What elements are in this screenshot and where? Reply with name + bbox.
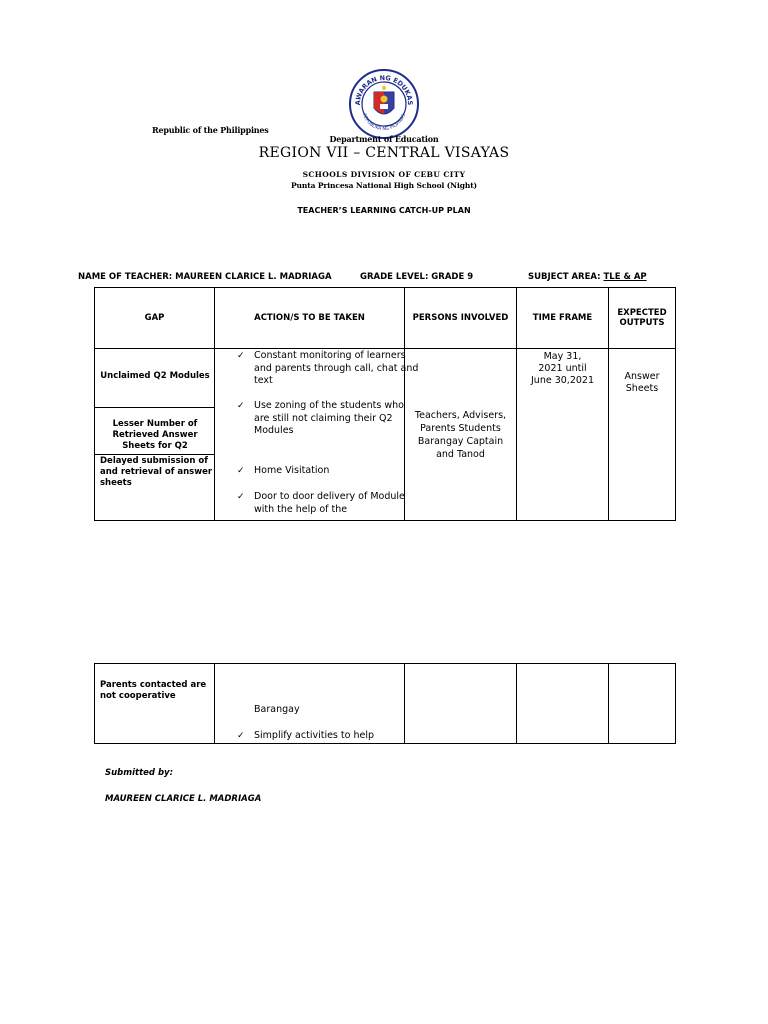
submitter-name: MAUREEN CLARICE L. MADRIAGA [105,794,262,804]
gap-divider [95,454,215,455]
action-item: ✓ Use zoning of the students who are still not claiming their Q2 Modules [237,400,404,436]
check-icon: ✓ [237,351,245,361]
time-frame: May 31, 2021 until June 30,2021 [517,349,609,521]
actions-cell [215,664,405,744]
actions-cell [215,349,419,521]
subject-value: TLE & AP [603,272,647,282]
check-icon: ✓ [237,466,245,476]
check-icon: ✓ [237,731,245,741]
action-item: ✓ Home Visitation [237,465,330,476]
school-name: Punta Princesa National High School (Night) [290,181,478,190]
persons-involved [405,664,517,744]
catch-up-plan-table [94,287,676,521]
header-gap: GAP [95,288,215,349]
persons-involved: Teachers, Advisers, Parents Students Barangay Captain and Tanod [405,349,517,521]
table-header-row [95,288,676,349]
header-outputs: EXPECTED OUTPUTS [609,288,676,349]
grade-level: GRADE LEVEL: GRADE 9 [360,272,474,282]
catch-up-plan-table-continued [94,663,676,744]
expected-outputs: Answer Sheets [609,349,676,521]
expected-outputs [609,664,676,744]
gap-cell [95,349,215,521]
action-item: ✓ Constant monitoring of learners and parents through call, chat and text [237,350,419,386]
submitted-by-label: Submitted by: [105,768,173,778]
gap-divider [95,407,215,408]
plan-title: TEACHER’S LEARNING CATCH-UP PLAN [297,206,471,215]
gap-item: Lesser Number of Retrieved Answer Sheets for Q2 [112,419,198,451]
subject-area [528,272,647,282]
table-row [95,349,676,521]
action-item-continued: Barangay [254,704,300,715]
department-label: Department of Education [329,134,439,144]
header-time-frame: TIME FRAME [517,288,609,349]
header-persons: PERSONS INVOLVED [405,288,517,349]
division-label: SCHOOLS DIVISION OF CEBU CITY [302,170,466,179]
region-title: REGION VII – CENTRAL VISAYAS [258,145,510,161]
table-row [95,664,676,744]
svg-text:KAGAWARAN NG EDUKASYON: AWARAN NG EDUKAS [353,73,415,106]
gap-cell [95,664,215,744]
check-icon: ✓ [237,401,245,411]
deped-seal [348,68,420,140]
svg-text:REPUBLIKA NG PILIPINAS: REPUBLIKA NG PILIPINAS [361,113,407,133]
check-icon: ✓ [237,492,245,502]
teacher-name: NAME OF TEACHER: MAUREEN CLARICE L. MADRIAGA [78,272,332,282]
time-frame [517,664,609,744]
action-item: ✓ Simplify activities to help [237,730,374,741]
header-actions: ACTION/S TO BE TAKEN [215,288,405,349]
gap-item: Delayed submission of and retrieval of answer sheets [100,456,213,488]
subject-label: SUBJECT AREA: [528,272,604,282]
gap-item: Parents contacted are not cooperative [100,680,207,701]
republic-label: Republic of the Philippines [152,125,269,135]
gap-item: Unclaimed Q2 Modules [100,371,210,381]
action-item: ✓ Door to door delivery of Module with the help of the [237,491,405,515]
